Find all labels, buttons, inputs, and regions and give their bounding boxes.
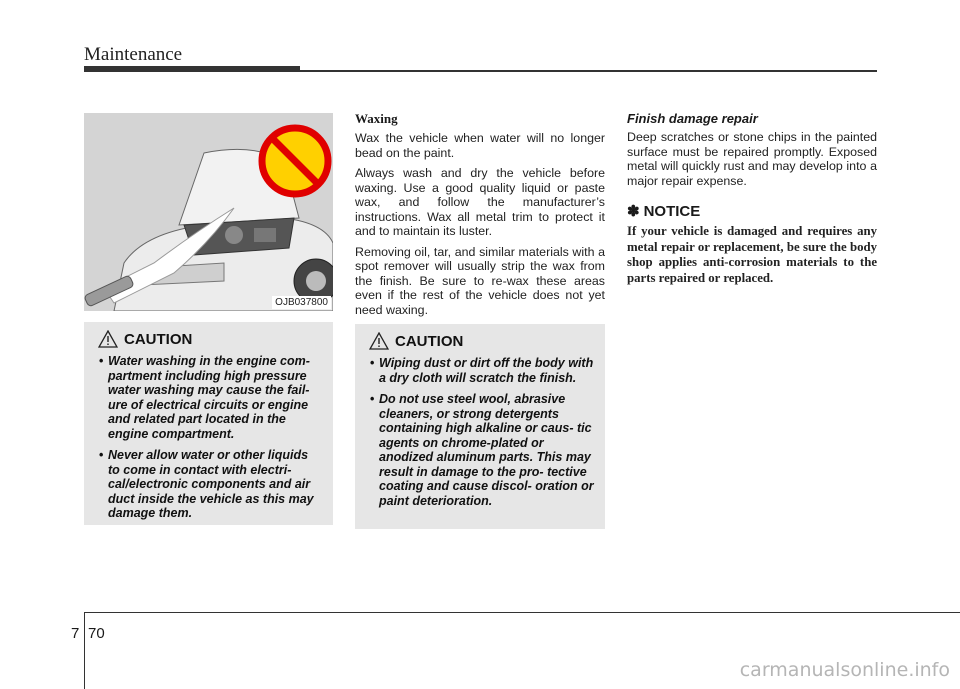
chapter-number: 7 [71,625,80,642]
footer-rule [84,612,960,613]
finish-damage-heading: Finish damage repair [627,111,758,126]
waxing-heading: Waxing [355,111,398,126]
caution-box-engine-washing [84,322,333,525]
caution-heading [369,332,595,350]
waxing-section [355,111,605,323]
waxing-paragraph: Removing oil, tar, and similar materials with a spot remover will usually strip the wax from the finish. Be sure to re-wax these areas even if the rest of the vehicle does not yet need waxing. [355,244,605,317]
waxing-paragraph: Always wash and dry the vehicle before waxing. Use a good quality liquid or paste wax, and follow the manufacturer’s instructions. Wax all metal trim to protect it and to maintain its luster. [355,166,605,238]
engine-washing-illustration [84,113,333,311]
caution-item: • Never allow water or other liquids to come in contact with electri- cal/electronic components and air duct inside the vehicle as this may damage them. [94,448,323,521]
notice-heading [627,202,877,220]
caution-box-cleaning [355,324,605,529]
figure-code: OJB037800 [272,296,331,309]
caution-list [365,356,595,508]
page-number: 70 [88,625,105,642]
caution-heading [98,330,323,348]
warning-triangle-icon [369,332,389,350]
caution-list [94,354,323,521]
warning-triangle-icon [98,330,118,348]
caution-title: CAUTION [124,330,193,348]
caution-item: • Wiping dust or dirt off the body with a dry cloth will scratch the finish. [365,356,595,385]
watermark: carmanualsonline.info [739,659,950,681]
footer-vertical-rule [84,612,85,689]
car-engine-wash-drawing [84,113,333,311]
finish-damage-paragraph: Deep scratches or stone chips in the painted surface must be repaired promptly. Exposed metal will quickly rust and may develop into a major repair expense. [627,130,877,188]
notice-text: If your vehicle is damaged and requires any metal repair or replacement, be sure the body shop applies anti-corrosion materials to the parts repaired or replaced. [627,224,877,285]
header-rule-thick [84,66,300,72]
caution-item: • Do not use steel wool, abrasive cleaners, or strong detergents containing high alkaline or caus- tic agents on chrome-plated or anodized aluminum parts. This may result in damage to the pro- tective coating and cause discol- oration or paint deterioration. [365,392,595,508]
notice-star-icon: ✽ [627,203,640,220]
notice-title: NOTICE [643,202,701,220]
waxing-paragraph: Wax the vehicle when water will no longer bead on the paint. [355,131,605,160]
page-header-title: Maintenance [84,44,183,65]
caution-item: • Water washing in the engine com- partment including high pressure water washing may cause the fail- ure of electrical circuits or engine and related part located in the engine compartment. [94,354,323,441]
caution-title: CAUTION [395,332,464,350]
finish-damage-section [627,111,877,286]
header-rule-thin [300,70,877,72]
